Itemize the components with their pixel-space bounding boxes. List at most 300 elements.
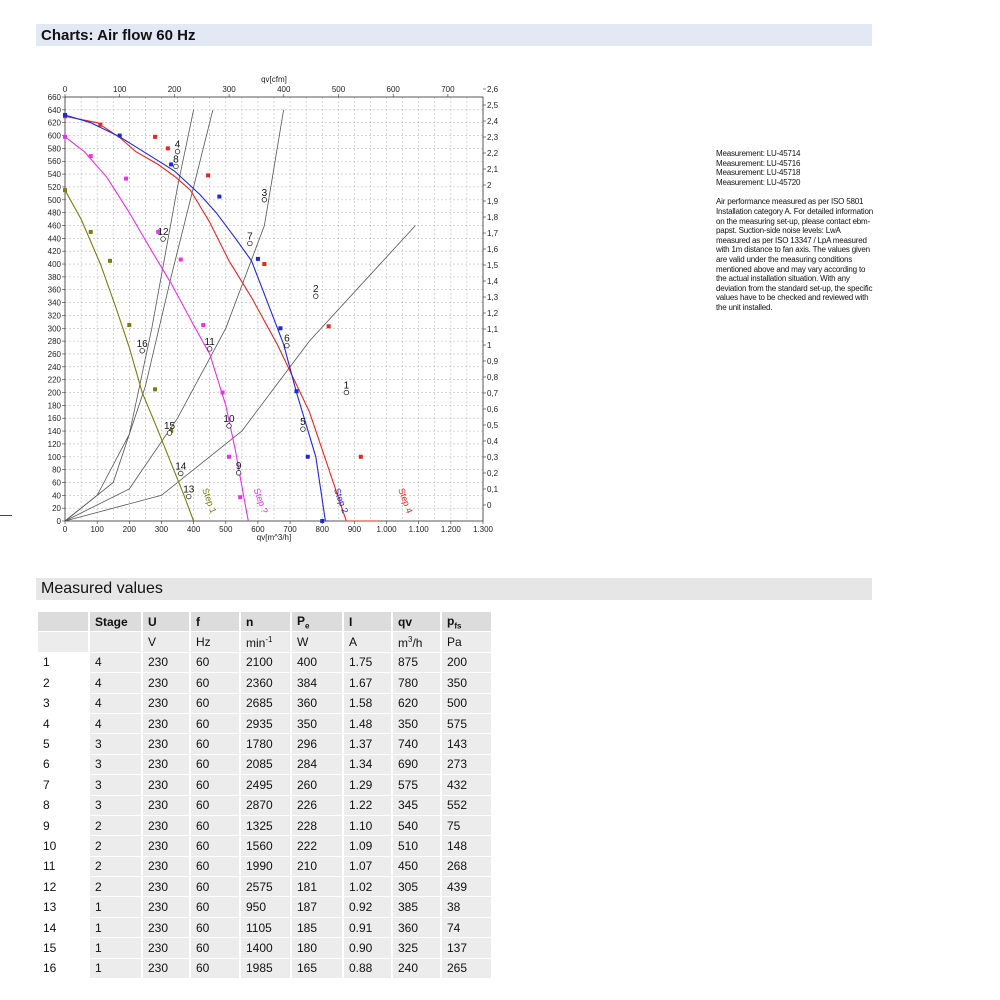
series-marker: [108, 259, 112, 263]
series-marker: [89, 154, 93, 158]
table-cell: 230: [143, 959, 189, 979]
table-cell: 230: [143, 673, 189, 693]
bottom-axis-title: qv[m^3/h]: [256, 533, 292, 542]
table-cell: 230: [143, 816, 189, 836]
table-cell: 360: [393, 918, 440, 938]
table-row: [38, 796, 491, 816]
table-cell: 11: [38, 857, 88, 877]
table-cell: 38: [442, 897, 491, 917]
table-cell: 2495: [241, 775, 290, 795]
step-label: Step 4: [396, 486, 415, 515]
table-cell: 200: [442, 653, 491, 673]
left-tick-label: 540: [47, 170, 61, 180]
unit-u: V: [143, 632, 189, 652]
table-cell: 226: [292, 796, 342, 816]
table-cell: 273: [442, 755, 491, 775]
charts-title: Charts: Air flow 60 Hz: [41, 27, 196, 44]
right-tick-label: 2,3: [487, 133, 499, 142]
header-qv: qv: [393, 612, 440, 632]
table-cell: 16: [38, 959, 88, 979]
table-cell: 5: [38, 734, 88, 754]
left-tick-label: 20: [52, 504, 61, 514]
right-tick-label: 1,7: [487, 229, 499, 238]
series-marker: [166, 146, 170, 150]
series-marker: [124, 177, 128, 181]
table-cell: 1: [90, 959, 141, 979]
table-cell: 1.58: [344, 694, 391, 714]
bottom-tick-label: 500: [219, 525, 233, 534]
unit-pe: W: [292, 632, 342, 652]
right-tick-label: 0,4: [487, 437, 499, 446]
table-cell: 75: [442, 816, 491, 836]
table-cell: 4: [38, 714, 88, 734]
table-cell: 1: [38, 653, 88, 673]
table-cell: 875: [393, 653, 440, 673]
table-header-row: [38, 612, 491, 632]
table-cell: 1.10: [344, 816, 391, 836]
table-cell: 620: [393, 694, 440, 714]
table-cell: 1.48: [344, 714, 391, 734]
table-cell: 180: [292, 938, 342, 958]
table-cell: 14: [38, 918, 88, 938]
series-marker: [98, 123, 102, 127]
operating-point-label: 9: [235, 460, 242, 472]
table-cell: 950: [241, 897, 290, 917]
table-row: [38, 775, 491, 795]
table-cell: 1325: [241, 816, 290, 836]
operating-point-label: 2: [313, 284, 319, 296]
table-cell: 230: [143, 775, 189, 795]
right-tick-label: 0,2: [487, 469, 499, 478]
table-cell: 7: [38, 775, 88, 795]
table-row: [38, 673, 491, 693]
step-label: Step ?: [251, 486, 270, 515]
table-cell: 230: [143, 653, 189, 673]
table-cell: 1560: [241, 836, 290, 856]
step-label: Step 1: [200, 486, 219, 515]
table-cell: 2870: [241, 796, 290, 816]
right-tick-label: 1: [487, 341, 492, 350]
table-cell: 60: [191, 877, 239, 897]
right-tick-label: 1,2: [487, 309, 499, 318]
operating-point-label: 1: [343, 380, 350, 392]
series-marker: [89, 230, 93, 234]
measured-values-table: [36, 612, 493, 979]
measured-values-header-bar: [36, 578, 872, 600]
table-cell: 1: [90, 938, 141, 958]
series-marker: [320, 519, 324, 523]
bottom-tick-label: 1.300: [472, 525, 494, 534]
table-cell: 60: [191, 959, 239, 979]
operating-point-label: 14: [175, 461, 187, 473]
right-tick-label: 0,9: [487, 357, 499, 366]
bottom-tick-label: 200: [122, 525, 136, 534]
table-cell: 1.37: [344, 734, 391, 754]
measurement-description: Air performance measured as per ISO 5801 Installation category A. For detailed information on the measuring set-up, please contact ebm-papst. Suction-side noise levels: LwA measured as per ISO 13347 / LpA measured with 1m distance to fan axis. The values given are valid under the measuring conditions mentioned above and may vary according to the actual installation situation. With any deviation from the standard set-up, the specific values have to be checked and reviewed with the unit installed.: [716, 197, 873, 312]
table-cell: 2: [90, 877, 141, 897]
header-stage: Stage: [90, 612, 141, 632]
table-cell: 690: [393, 755, 440, 775]
series-marker: [63, 188, 67, 192]
right-tick-label: 1,4: [487, 277, 499, 286]
table-cell: 60: [191, 714, 239, 734]
table-row: [38, 694, 491, 714]
table-row: [38, 714, 491, 734]
table-cell: 3: [90, 796, 141, 816]
table-cell: 1.22: [344, 796, 391, 816]
table-cell: 575: [442, 714, 491, 734]
series-marker: [201, 323, 205, 327]
right-tick-label: 2,1: [487, 165, 499, 174]
table-cell: 385: [393, 897, 440, 917]
table-cell: 0.92: [344, 897, 391, 917]
table-cell: 60: [191, 918, 239, 938]
table-cell: 1: [90, 918, 141, 938]
header-u: U: [143, 612, 189, 632]
table-cell: 1.34: [344, 755, 391, 775]
operating-point-label: 8: [173, 154, 179, 166]
left-tick-label: 320: [47, 311, 61, 321]
table-cell: 400: [292, 653, 342, 673]
table-cell: 1780: [241, 734, 290, 754]
top-tick-label: 100: [113, 85, 127, 94]
table-cell: 185: [292, 918, 342, 938]
measurement-notes: [716, 149, 876, 313]
table-cell: 60: [191, 796, 239, 816]
operating-point-label: 10: [223, 413, 235, 425]
table-cell: 552: [442, 796, 491, 816]
table-cell: 284: [292, 755, 342, 775]
table-cell: 360: [292, 694, 342, 714]
bottom-tick-label: 1.100: [408, 525, 429, 534]
table-cell: 222: [292, 836, 342, 856]
header-i: I: [344, 612, 391, 632]
left-tick-label: 640: [47, 105, 61, 115]
table-cell: 230: [143, 857, 189, 877]
table-cell: 0.88: [344, 959, 391, 979]
table-cell: 230: [143, 877, 189, 897]
operating-point-label: 12: [157, 226, 169, 238]
table-cell: 4: [90, 653, 141, 673]
table-cell: 540: [393, 816, 440, 836]
series-marker: [306, 455, 310, 459]
top-tick-label: 300: [222, 85, 236, 94]
bottom-tick-label: 0: [62, 525, 68, 534]
table-units-row: [38, 632, 491, 652]
series-line: [65, 115, 329, 521]
table-cell: 8: [38, 796, 88, 816]
table-cell: 2685: [241, 694, 290, 714]
table-cell: 305: [393, 877, 440, 897]
operating-point-label: 7: [247, 231, 253, 243]
bottom-tick-label: 100: [90, 525, 104, 534]
measurement-line: Measurement: LU-45718: [716, 168, 801, 178]
table-cell: 4: [90, 714, 141, 734]
table-cell: 450: [393, 857, 440, 877]
table-cell: 230: [143, 755, 189, 775]
table-row: [38, 877, 491, 897]
left-tick-label: 560: [47, 157, 61, 167]
table-cell: 740: [393, 734, 440, 754]
table-cell: 2: [90, 816, 141, 836]
table-row: [38, 653, 491, 673]
left-tick-label: 460: [47, 221, 61, 231]
header-n: n: [241, 612, 290, 632]
series-marker: [153, 387, 157, 391]
right-tick-label: 1,9: [487, 197, 499, 206]
table-cell: 60: [191, 755, 239, 775]
left-tick-label: 260: [47, 349, 61, 359]
left-tick-label: 360: [47, 285, 61, 295]
series-marker: [153, 135, 157, 139]
table-cell: 2100: [241, 653, 290, 673]
table-cell: 1.09: [344, 836, 391, 856]
table-row: [38, 755, 491, 775]
table-cell: 350: [292, 714, 342, 734]
table-cell: 1.29: [344, 775, 391, 795]
table-cell: 2: [38, 673, 88, 693]
table-cell: 2: [90, 857, 141, 877]
left-tick-label: 520: [47, 182, 61, 192]
right-tick-label: 0,8: [487, 373, 499, 382]
measurement-line: Measurement: LU-45716: [716, 158, 801, 168]
right-tick-label: 0: [487, 501, 492, 510]
series-marker: [118, 134, 122, 138]
table-cell: 265: [442, 959, 491, 979]
table-cell: 1.07: [344, 857, 391, 877]
table-cell: 1400: [241, 938, 290, 958]
table-cell: 60: [191, 694, 239, 714]
right-tick-label: 1,8: [487, 213, 499, 222]
left-tick-label: 600: [47, 131, 61, 141]
left-tick-label: 240: [47, 362, 61, 372]
table-cell: 780: [393, 673, 440, 693]
bottom-tick-label: 900: [347, 525, 362, 534]
header-f: f: [191, 612, 239, 632]
header-pe: $P_e$: [292, 612, 342, 632]
table-cell: 15: [38, 938, 88, 958]
table-row: [38, 857, 491, 877]
series-marker: [63, 135, 67, 139]
table-cell: 230: [143, 734, 189, 754]
table-cell: 137: [442, 938, 491, 958]
top-tick-label: 400: [277, 85, 291, 94]
table-row: [38, 816, 491, 836]
unit-index: [38, 632, 88, 652]
bottom-tick-label: 1.000: [376, 525, 397, 534]
right-tick-label: 0,5: [487, 421, 499, 430]
right-tick-label: 1,6: [487, 245, 499, 254]
table-row: [38, 938, 491, 958]
table-cell: 60: [191, 775, 239, 795]
table-cell: 210: [292, 857, 342, 877]
operating-point-label: 4: [174, 139, 181, 151]
left-tick-label: 340: [47, 298, 61, 308]
unit-pfs: Pa: [442, 632, 491, 652]
table-cell: 575: [393, 775, 440, 795]
unit-i: A: [344, 632, 391, 652]
series-marker: [262, 262, 266, 266]
table-cell: 439: [442, 877, 491, 897]
table-cell: 1.75: [344, 653, 391, 673]
table-cell: 6: [38, 755, 88, 775]
left-tick-label: 40: [52, 491, 61, 501]
table-cell: 60: [191, 653, 239, 673]
table-cell: 345: [393, 796, 440, 816]
right-tick-label: 0,7: [487, 389, 499, 398]
table-cell: 1: [90, 897, 141, 917]
table-cell: 230: [143, 918, 189, 938]
left-tick-label: 80: [52, 465, 61, 475]
top-tick-label: 500: [331, 85, 346, 94]
series-marker: [238, 495, 242, 499]
left-tick-label: 180: [47, 401, 61, 411]
right-tick-label: 2,6: [487, 85, 499, 94]
left-tick-label: 440: [47, 234, 61, 244]
series-line: [65, 116, 379, 521]
table-cell: 2085: [241, 755, 290, 775]
top-tick-label: 200: [167, 85, 182, 94]
table-cell: 350: [442, 673, 491, 693]
table-cell: 74: [442, 918, 491, 938]
operating-point-label: 16: [136, 338, 148, 350]
header-pfs: $p_{fs}$: [442, 612, 491, 632]
table-cell: 268: [442, 857, 491, 877]
table-cell: 143: [442, 734, 491, 754]
series-marker: [327, 324, 331, 328]
right-tick-label: 2,2: [487, 149, 499, 158]
table-cell: 228: [292, 816, 342, 836]
table-cell: 1.67: [344, 673, 391, 693]
table-cell: 230: [143, 694, 189, 714]
table-cell: 3: [38, 694, 88, 714]
series-marker: [63, 113, 67, 117]
left-tick-label: 500: [47, 195, 61, 205]
table-cell: 510: [393, 836, 440, 856]
right-tick-label: 1,5: [487, 261, 499, 270]
measurement-line: Measurement: LU-45720: [716, 177, 801, 187]
table-cell: 260: [292, 775, 342, 795]
left-tick-label: 480: [47, 208, 61, 218]
measurement-line: Measurement: LU-45714: [716, 149, 801, 158]
right-tick-label: 2: [487, 181, 492, 190]
bottom-tick-label: 700: [283, 525, 297, 534]
step-label: Step 2: [331, 486, 351, 515]
operating-point-label: 5: [300, 417, 306, 429]
table-cell: 230: [143, 938, 189, 958]
operating-point-label: 6: [284, 333, 290, 345]
bottom-tick-label: 600: [251, 525, 265, 534]
bottom-tick-label: 400: [186, 525, 201, 534]
table-cell: 4: [90, 694, 141, 714]
table-row: [38, 836, 491, 856]
unit-n: $\min^{-1}$: [241, 632, 290, 652]
table-row: [38, 734, 491, 754]
table-cell: 187: [292, 897, 342, 917]
series-marker: [221, 391, 225, 395]
table-body: [38, 653, 491, 979]
table-cell: 230: [143, 897, 189, 917]
right-tick-label: 1,1: [487, 325, 499, 334]
series-marker: [256, 257, 260, 261]
table-cell: 60: [191, 897, 239, 917]
bottom-tick-label: 1.200: [440, 525, 461, 534]
table-cell: 1985: [241, 959, 290, 979]
series-marker: [295, 389, 299, 393]
left-tick-label: 620: [47, 118, 61, 128]
table-cell: 181: [292, 877, 342, 897]
unit-stage: [90, 632, 141, 652]
table-cell: 230: [143, 714, 189, 734]
right-tick-label: 2,4: [487, 117, 499, 126]
table-cell: 2935: [241, 714, 290, 734]
table-cell: 60: [191, 938, 239, 958]
table-cell: 60: [191, 734, 239, 754]
table-cell: 296: [292, 734, 342, 754]
series-marker: [359, 455, 363, 459]
left-tick-label: 420: [47, 247, 61, 257]
table-cell: 2360: [241, 673, 290, 693]
left-tick-label: 160: [47, 414, 61, 424]
table-cell: 148: [442, 836, 491, 856]
left-tick-label: 380: [47, 272, 61, 282]
left-tick-label: 660: [47, 93, 61, 102]
operating-point-label: 11: [204, 336, 215, 348]
top-tick-label: 600: [386, 85, 400, 94]
table-cell: 384: [292, 673, 342, 693]
operating-point-label: 13: [183, 484, 195, 496]
table-cell: 1.02: [344, 877, 391, 897]
table-cell: 240: [393, 959, 440, 979]
table-cell: 13: [38, 897, 88, 917]
table-cell: 3: [90, 734, 141, 754]
left-tick-label: 280: [47, 337, 61, 347]
unit-qv: $m^3/h$: [393, 632, 440, 652]
table-cell: 432: [442, 775, 491, 795]
table-cell: 12: [38, 877, 88, 897]
table-cell: 9: [38, 816, 88, 836]
operating-point-label: 3: [261, 187, 268, 199]
left-tick-label: 220: [47, 375, 61, 385]
table-cell: 230: [143, 796, 189, 816]
series-line: [65, 137, 248, 521]
operating-point-label: 15: [163, 420, 176, 432]
left-tick-label: 60: [52, 478, 61, 488]
table-cell: 230: [143, 836, 189, 856]
top-axis-title: qv[cfm]: [261, 75, 287, 84]
table-cell: 10: [38, 836, 88, 856]
series-marker: [179, 258, 183, 262]
table-cell: 0.90: [344, 938, 391, 958]
table-cell: 4: [90, 673, 141, 693]
series-marker: [206, 173, 210, 177]
table-row: [38, 897, 491, 917]
right-tick-label: 2,5: [487, 101, 499, 110]
right-tick-label: 0,3: [487, 453, 499, 462]
table-cell: 165: [292, 959, 342, 979]
measured-values-title: Measured values: [41, 580, 163, 597]
right-tick-label: 0,6: [487, 405, 499, 414]
left-tick-label: 400: [47, 260, 61, 270]
table-cell: 325: [393, 938, 440, 958]
table-cell: 350: [393, 714, 440, 734]
series-marker: [217, 195, 221, 199]
table-cell: 2: [90, 836, 141, 856]
right-tick-label: 0,1: [487, 485, 499, 494]
table-cell: 60: [191, 673, 239, 693]
left-tick-label: 100: [47, 452, 61, 462]
left-tick-label: 300: [47, 324, 61, 334]
